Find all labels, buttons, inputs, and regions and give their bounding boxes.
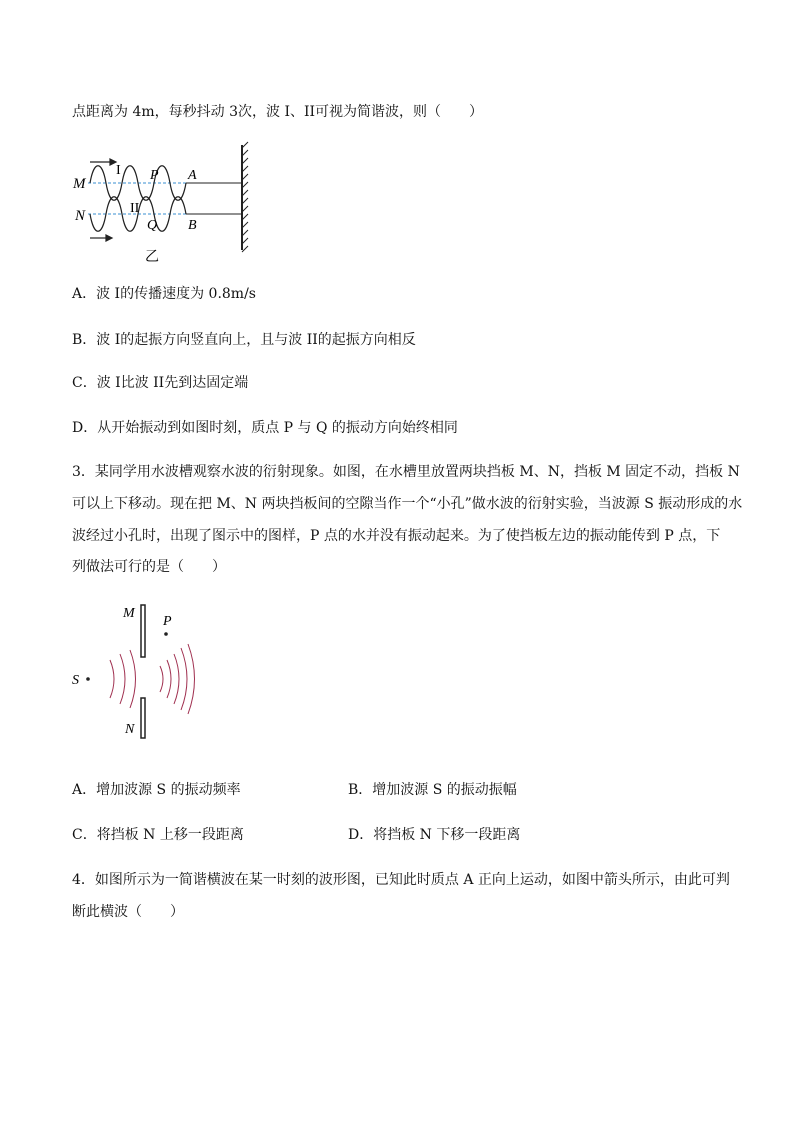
- q3-stem-line-3: 波经过小孔时，出现了图示中的图样，P 点的水并没有振动起来。为了使挡板左边的振动能传到 P 点，下: [72, 528, 721, 544]
- incident-waves: [110, 650, 136, 708]
- label-q: Q: [147, 218, 158, 233]
- q2-stem-tail: 点距离为 4m，每秒抖动 3次，波 I、II可视为简谐波，则（ ）: [72, 104, 484, 120]
- label-b: B: [188, 218, 197, 233]
- baffle-n: [141, 698, 145, 738]
- q2-option-c: C．波 I比波 II先到达固定端: [72, 375, 249, 391]
- label-m: M: [123, 606, 135, 621]
- baffle-m: [141, 605, 145, 657]
- label-one: I: [116, 163, 121, 178]
- q3-stem-line-2: 可以上下移动。现在把 M、N 两块挡板间的空隙当作一个“小孔”做水波的衍射实验，当波源 S 振动形成的水: [72, 496, 743, 512]
- q3-option-d: D．将挡板 N 下移一段距离: [348, 827, 521, 843]
- label-p: P: [150, 168, 159, 183]
- point-p: [164, 632, 168, 636]
- label-m: M: [73, 176, 86, 192]
- label-n: N: [125, 722, 135, 737]
- q2-option-d: D．从开始振动到如图时刻，质点 P 与 Q 的振动方向始终相同: [72, 420, 458, 436]
- q4-stem-line-1: 4．如图所示为一简谐横波在某一时刻的波形图，已知此时质点 A 正向上运动，如图中箭头所示，由此可判: [72, 872, 730, 888]
- label-n: N: [75, 208, 86, 224]
- q3-option-a: A．增加波源 S 的振动频率: [72, 782, 241, 798]
- label-a: A: [188, 168, 197, 183]
- figure-caption: 乙: [145, 250, 159, 265]
- q3-figure: [68, 600, 228, 750]
- label-two: II: [130, 201, 140, 216]
- arrow-bottom: [90, 235, 112, 241]
- label-p: P: [163, 614, 172, 629]
- q2-option-b: B．波 I的起振方向竖直向上，且与波 II的起振方向相反: [72, 332, 416, 348]
- q3-option-b: B．增加波源 S 的振动振幅: [348, 782, 517, 798]
- q4-stem-line-2: 断此横波（ ）: [72, 904, 184, 920]
- q3-option-c: C．将挡板 N 上移一段距离: [72, 827, 244, 843]
- q3-stem-line-4: 列做法可行的是（ ）: [72, 559, 226, 575]
- arrow-top: [90, 159, 116, 165]
- label-s: S: [72, 673, 79, 688]
- q2-option-a: A．波 I的传播速度为 0.8m/s: [72, 286, 256, 302]
- source-s: [86, 677, 90, 681]
- q2-figure: [70, 140, 330, 265]
- q3-stem-line-1: 3．某同学用水波槽观察水波的衍射现象。如图，在水槽里放置两块挡板 M、N，挡板 M 固定不动，挡板 N: [72, 464, 740, 480]
- diffracted-waves: [160, 644, 195, 714]
